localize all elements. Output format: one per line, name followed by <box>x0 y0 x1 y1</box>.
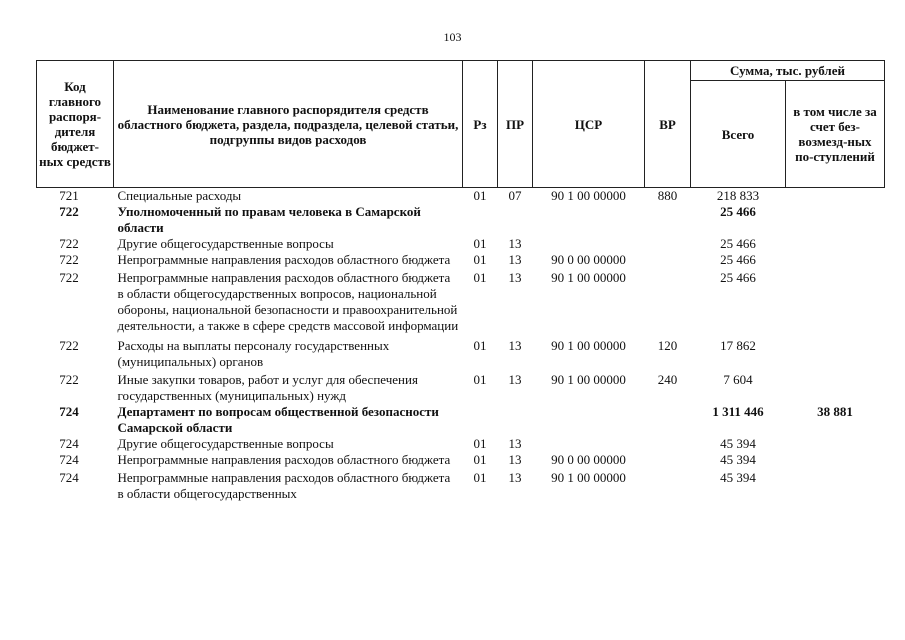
cell-pr: 13 <box>508 372 522 387</box>
cell-kod: 721 <box>59 188 79 203</box>
cell-bez <box>786 252 885 268</box>
cell-name: Другие общегосударственные вопросы <box>117 436 334 451</box>
cell-kod: 722 <box>59 236 79 251</box>
cell-vr <box>645 404 691 436</box>
cell-pr <box>498 404 533 436</box>
cell-rz: 01 <box>473 252 487 267</box>
cell-vr: 120 <box>657 338 678 353</box>
table-row <box>37 404 885 436</box>
header-kod: Код главного распоря-дителя бюджет-ных средств <box>37 61 114 188</box>
cell-bez <box>786 188 885 205</box>
cell-vr <box>645 268 691 336</box>
table-row <box>37 204 885 236</box>
cell-name: Непрограммные направления расходов областного бюджета <box>117 452 451 467</box>
cell-rz: 01 <box>473 270 487 285</box>
cell-vsego: 45 394 <box>720 470 756 485</box>
cell-vr <box>645 204 691 236</box>
cell-rz: 01 <box>473 372 487 387</box>
budget-table <box>36 60 885 504</box>
cell-vr <box>645 436 691 452</box>
cell-kod: 722 <box>59 204 79 219</box>
cell-pr: 13 <box>508 236 522 251</box>
header-name: Наименование главного распорядителя средств областного бюджета, раздела, подраздела, целевой статьи, подгруппы видов расходов <box>114 61 463 188</box>
header-pr: ПР <box>498 61 533 188</box>
cell-kod: 722 <box>59 372 79 387</box>
table-row <box>37 268 885 336</box>
cell-kod: 724 <box>59 404 79 419</box>
cell-name: Непрограммные направления расходов областного бюджета <box>117 252 451 267</box>
cell-vsego: 25 466 <box>720 252 756 267</box>
header-rz: Рз <box>463 61 498 188</box>
cell-vsego: 1 311 446 <box>712 404 764 419</box>
cell-bez <box>786 468 885 504</box>
cell-pr: 07 <box>508 188 522 203</box>
cell-pr: 13 <box>508 338 522 353</box>
cell-pr: 13 <box>508 270 522 285</box>
cell-csr: 90 1 00 00000 <box>551 470 626 485</box>
cell-vr <box>645 468 691 504</box>
cell-name: Иные закупки товаров, работ и услуг для обеспечения государственных (муниципальных) нужд <box>117 372 418 403</box>
cell-vsego: 7 604 <box>723 372 753 387</box>
cell-pr: 13 <box>508 452 522 467</box>
cell-rz: 01 <box>473 470 487 485</box>
cell-kod: 724 <box>59 452 79 467</box>
cell-kod: 722 <box>59 270 79 285</box>
cell-vsego: 25 466 <box>720 236 756 251</box>
cell-name: Непрограммные направления расходов областного бюджета в области общегосударственных <box>117 470 451 501</box>
cell-csr: 90 1 00 00000 <box>551 188 626 203</box>
table-row <box>37 336 885 372</box>
cell-bez <box>786 372 885 404</box>
cell-pr: 13 <box>508 436 522 451</box>
cell-csr <box>533 436 645 452</box>
cell-pr: 13 <box>508 252 522 267</box>
header-vr: ВР <box>645 61 691 188</box>
cell-csr: 90 1 00 00000 <box>551 270 626 285</box>
cell-csr: 90 0 00 00000 <box>551 452 626 467</box>
cell-vr <box>645 236 691 252</box>
cell-rz: 01 <box>473 452 487 467</box>
table-row <box>37 436 885 452</box>
table-row <box>37 468 885 504</box>
header-bez: в том числе за счет без-возмезд-ных по-ступлений <box>786 81 885 188</box>
table-row <box>37 188 885 205</box>
cell-vr: 880 <box>657 188 678 203</box>
cell-csr <box>533 204 645 236</box>
cell-csr <box>533 404 645 436</box>
cell-kod: 722 <box>59 338 79 353</box>
cell-rz <box>463 204 498 236</box>
cell-csr: 90 1 00 00000 <box>551 372 626 387</box>
cell-bez <box>786 268 885 336</box>
cell-vsego: 25 466 <box>720 270 756 285</box>
cell-vr: 240 <box>657 372 678 387</box>
cell-vsego: 45 394 <box>720 452 756 467</box>
cell-bez <box>786 204 885 236</box>
cell-vr <box>645 452 691 468</box>
cell-kod: 722 <box>59 252 79 267</box>
table-row <box>37 372 885 404</box>
cell-vsego: 218 833 <box>716 188 760 203</box>
cell-name: Уполномоченный по правам человека в Самарской области <box>117 204 421 235</box>
cell-vsego: 17 862 <box>720 338 756 353</box>
cell-name: Расходы на выплаты персоналу государственных (муниципальных) органов <box>117 338 390 369</box>
cell-vr <box>645 252 691 268</box>
cell-bez: 38 881 <box>817 404 853 419</box>
cell-csr: 90 0 00 00000 <box>551 252 626 267</box>
cell-kod: 724 <box>59 436 79 451</box>
header-vsego: Всего <box>691 81 786 188</box>
cell-bez <box>786 436 885 452</box>
table-body <box>37 188 885 505</box>
table-row <box>37 252 885 268</box>
cell-name: Непрограммные направления расходов областного бюджета в области общегосударственных вопросов, национальной обороны, национальной безопасности и правоохранительной деятельности, а также в сфере средств массовой информации <box>117 270 459 333</box>
table-header <box>37 61 885 188</box>
cell-kod: 724 <box>59 470 79 485</box>
cell-rz: 01 <box>473 188 487 203</box>
cell-bez <box>786 452 885 468</box>
cell-name: Департамент по вопросам общественной безопасности Самарской области <box>117 404 439 435</box>
cell-csr <box>533 236 645 252</box>
cell-vsego: 45 394 <box>720 436 756 451</box>
page-number: 103 <box>443 30 462 44</box>
cell-name: Другие общегосударственные вопросы <box>117 236 334 251</box>
cell-rz: 01 <box>473 338 487 353</box>
header-csr: ЦСР <box>533 61 645 188</box>
cell-rz <box>463 404 498 436</box>
cell-rz: 01 <box>473 436 487 451</box>
table-row <box>37 236 885 252</box>
table-row <box>37 452 885 468</box>
header-summa: Сумма, тыс. рублей <box>691 61 885 81</box>
cell-csr: 90 1 00 00000 <box>551 338 626 353</box>
cell-name: Специальные расходы <box>117 188 242 203</box>
cell-bez <box>786 336 885 372</box>
cell-pr <box>498 204 533 236</box>
cell-rz: 01 <box>473 236 487 251</box>
cell-pr: 13 <box>508 470 522 485</box>
cell-vsego: 25 466 <box>720 204 756 219</box>
cell-bez <box>786 236 885 252</box>
